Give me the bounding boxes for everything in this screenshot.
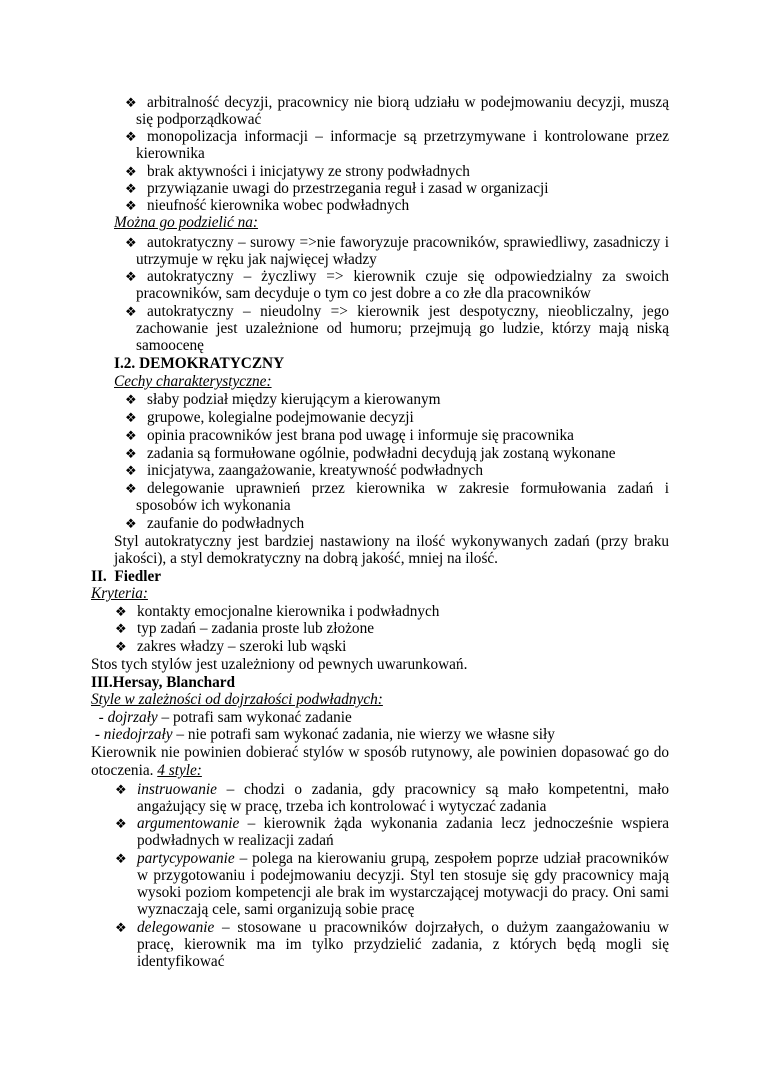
- text-line: pracowników, sam decyduje o tym co jest dobre a co złe dla pracowników: [136, 285, 591, 302]
- text-line: Stos tych stylów jest uzależniony od pewnych uwarunkowań.: [91, 656, 468, 673]
- text-line: nieufność kierownika wobec podwładnych: [147, 197, 410, 214]
- text-line: arbitralność decyzji, pracownicy nie biorą udziału w podejmowaniu decyzji, muszą: [147, 94, 669, 111]
- list-item: - niedojrzały – nie potrafi sam wykonać zadania, nie wierzy we własne siły: [91, 726, 555, 743]
- bullet-icon: ❖: [125, 304, 137, 319]
- bullet-icon: ❖: [115, 816, 127, 831]
- text-line: się podporządkować: [136, 111, 262, 128]
- bullet-icon: ❖: [125, 269, 137, 284]
- text-line: brak aktywności i inicjatywy ze strony podwładnych: [147, 163, 470, 180]
- text-line: [137, 781, 669, 798]
- bullet-icon: ❖: [115, 604, 127, 619]
- text-line: zadania są formułowane ogólnie, podwładni decydują jak zostaną wykonane: [147, 445, 616, 462]
- text-line: utrzymuje w ręku jak najwięcej władzy: [136, 251, 377, 268]
- definition: – chodzi o zadania, gdy pracownicy są mało kompetentni, mało: [216, 781, 669, 798]
- term: partycypowanie: [137, 850, 235, 867]
- text-line: identyfikować: [137, 953, 225, 970]
- section-heading: I.2. DEMOKRATYCZNY: [114, 355, 285, 372]
- text-line: monopolizacja informacji – informacje są przetrzymywane i kontrolowane przez: [147, 128, 669, 145]
- bullet-icon: ❖: [125, 428, 137, 443]
- definition: – polega na kierowaniu grupą, zespołem poprze udział pracowników: [234, 850, 669, 867]
- definition: – kierownik żąda wykonania zadania lecz jednocześnie wspiera: [239, 815, 669, 832]
- definition: – stosowane u pracowników dojrzałych, o dużym zaangażowaniu w: [214, 919, 669, 936]
- text-line: [137, 850, 669, 867]
- text-line: grupowe, kolegialne podejmowanie decyzji: [147, 409, 414, 426]
- bullet-icon: ❖: [125, 392, 137, 407]
- text: otoczenia.: [91, 762, 154, 779]
- text-line: inicjatywa, zaangażowanie, kreatywność podwładnych: [147, 462, 483, 479]
- section-heading: II. Fiedler: [91, 568, 162, 585]
- text-line: [137, 815, 669, 832]
- subheading: Można go podzielić na:: [114, 214, 259, 231]
- term: dojrzały: [107, 709, 158, 726]
- text-line: jakości), a styl demokratyczny na dobrą jakość, mniej na ilość.: [114, 550, 499, 567]
- text-line: pracę, kierownik ma im tylko przydzielić zadania, z których będą mogli się: [137, 936, 669, 953]
- text-line: zakres władzy – szeroki lub wąski: [137, 638, 347, 655]
- section-heading: III.Hersay, Blanchard: [91, 674, 236, 691]
- term: niedojrzały: [103, 726, 173, 743]
- text-line: Styl autokratyczny jest bardziej nastawiony na ilość wykonywanych zadań (przy braku: [114, 533, 669, 550]
- bullet-icon: ❖: [125, 410, 137, 425]
- text-line: typ zadań – zadania proste lub złożone: [137, 620, 375, 637]
- list-item: - dojrzały – potrafi sam wykonać zadanie: [91, 709, 352, 726]
- bullet-icon: ❖: [125, 516, 137, 531]
- text-line: autokratyczny – surowy =>nie faworyzuje pracowników, sprawiedliwy, zasadniczy i: [147, 234, 669, 251]
- text-line: słaby podział między kierującym a kierowanym: [147, 391, 441, 408]
- subheading: Style w zależności od dojrzałości podwładnych:: [91, 691, 383, 708]
- bullet-icon: ❖: [125, 181, 137, 196]
- text-line: autokratyczny – życzliwy => kierownik czuje się odpowiedzialny za swoich: [147, 268, 669, 285]
- bullet-icon: ❖: [125, 446, 137, 461]
- text-line: autokratyczny – nieudolny => kierownik jest despotyczny, nieobliczalny, jego: [147, 303, 669, 320]
- term: delegowanie: [137, 919, 215, 936]
- text-line: [91, 762, 202, 779]
- bullet-icon: ❖: [115, 621, 127, 636]
- definition: – nie potrafi sam wykonać zadania, nie wierzy we własne siły: [172, 726, 555, 743]
- text-line: kontakty emocjonalne kierownika i podwładnych: [137, 603, 440, 620]
- text-line: zachowanie jest uzależnione od humoru; przejmują go ludzie, którzy mają niską: [136, 320, 669, 337]
- text-line: przywiązanie uwagi do przestrzegania reguł i zasad w organizacji: [147, 180, 549, 197]
- bullet-icon: ❖: [115, 639, 127, 654]
- bullet-icon: ❖: [125, 481, 137, 496]
- subheading: 4 style:: [157, 762, 202, 779]
- text-line: opinia pracowników jest brana pod uwagę i informuje się pracownika: [147, 427, 574, 444]
- bullet-icon: ❖: [115, 920, 127, 935]
- text-line: podwładnych w realizacji zadań: [137, 832, 334, 849]
- bullet-icon: ❖: [125, 164, 137, 179]
- text-line: [137, 919, 669, 936]
- text-line: Kierownik nie powinien dobierać stylów w sposób rutynowy, ale powinien dopasować go do: [91, 744, 669, 761]
- bullet-icon: ❖: [125, 235, 137, 250]
- text-line: zaufanie do podwładnych: [147, 515, 305, 532]
- bullet-icon: ❖: [125, 129, 137, 144]
- bullet-icon: ❖: [115, 851, 127, 866]
- text-line: angażujący się w pracę, trzeba ich kontrolować i wytyczać zadania: [137, 798, 547, 815]
- text-line: wyznaczają cele, sami organizują sobie pracę: [137, 901, 415, 918]
- term: instruowanie: [137, 781, 217, 798]
- text-line: kierownika: [136, 145, 205, 162]
- bullet-icon: ❖: [125, 95, 137, 110]
- text-line: delegowanie uprawnień przez kierownika w zakresie formułowania zadań i: [147, 480, 669, 497]
- definition: – potrafi sam wykonać zadanie: [157, 709, 352, 726]
- text-line: sposobów ich wykonania: [136, 497, 291, 514]
- term: argumentowanie: [137, 815, 240, 832]
- bullet-icon: ❖: [125, 463, 137, 478]
- subheading: Kryteria:: [91, 585, 148, 602]
- text-line: wysoki poziom kompetencji ale brak im wystarczającej motywacji do pracy. Oni sami: [137, 884, 669, 901]
- bullet-icon: ❖: [115, 782, 127, 797]
- subheading: Cechy charakterystyczne:: [114, 373, 272, 390]
- text-line: w przygotowaniu i podejmowaniu decyzji. Styl ten stosuje się gdy pracownicy mają: [137, 867, 669, 884]
- bullet-icon: ❖: [125, 198, 137, 213]
- text-line: samoocenę: [136, 337, 204, 354]
